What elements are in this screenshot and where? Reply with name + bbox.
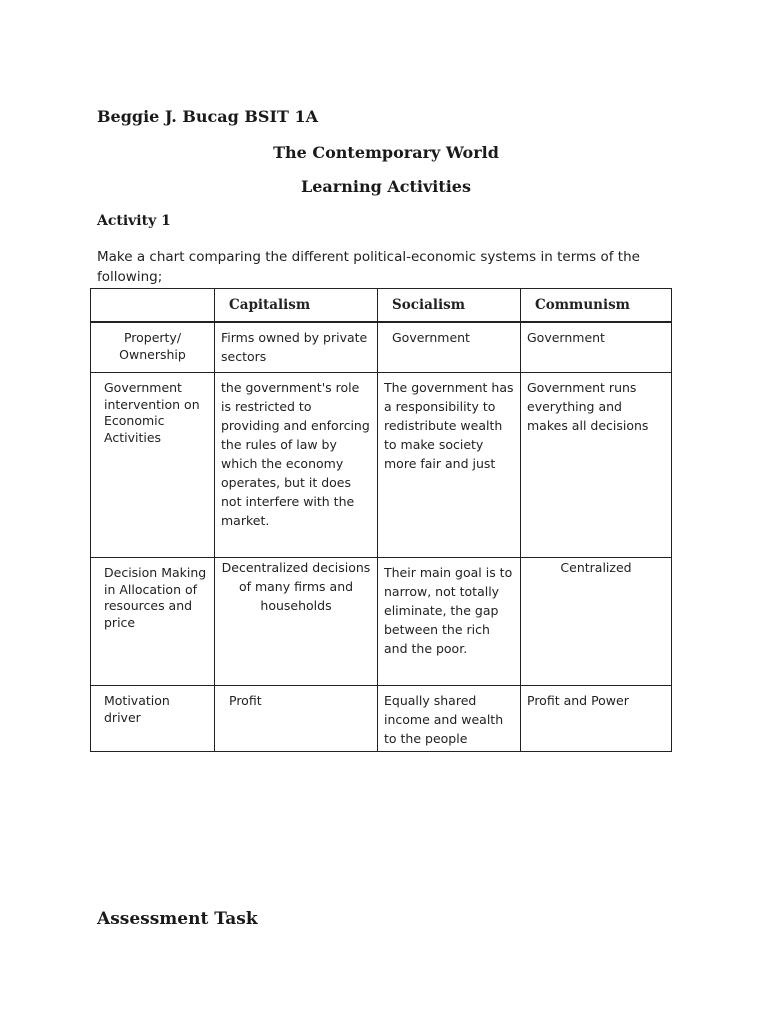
document-title: The Contemporary World (273, 143, 499, 162)
row-label-cell: Motivation driver (91, 686, 215, 752)
table-row-property (91, 322, 672, 373)
document-subtitle: Learning Activities (301, 177, 471, 196)
header-cell-communism: Communism (521, 289, 672, 323)
socialism-cell: Their main goal is to narrow, not totally eliminate, the gap between the rich and the poor. (378, 558, 521, 686)
communism-cell: Government (521, 322, 672, 373)
comparison-table (90, 288, 672, 752)
activity-instructions: Make a chart comparing the different political-economic systems in terms of the following; (97, 249, 640, 285)
communism-cell: Government runs everything and makes all decisions (521, 373, 672, 558)
assessment-heading: Assessment Task (97, 909, 258, 929)
header-cell-capitalism: Capitalism (215, 289, 378, 323)
activity-heading: Activity 1 (97, 213, 171, 229)
table-header-row (91, 289, 672, 323)
table-row-decision-making (91, 558, 672, 686)
socialism-cell: Government (378, 322, 521, 373)
capitalism-cell: the government's role is restricted to providing and enforcing the rules of law by which the economy operates, but it does not interfere with the market. (215, 373, 378, 558)
communism-cell: Profit and Power (521, 686, 672, 752)
communism-cell: Centralized (521, 558, 672, 686)
header-cell-empty (91, 289, 215, 323)
socialism-cell: Equally shared income and wealth to the people (378, 686, 521, 752)
capitalism-cell: Firms owned by private sectors (215, 322, 378, 373)
row-label-cell: Government intervention on Economic Activities (91, 373, 215, 558)
header-cell-socialism: Socialism (378, 289, 521, 323)
author-line: Beggie J. Bucag BSIT 1A (97, 107, 318, 126)
table-row-motivation (91, 686, 672, 752)
table-row-intervention (91, 373, 672, 558)
socialism-cell: The government has a responsibility to redistribute wealth to make society more fair and just (378, 373, 521, 558)
row-label-cell: Property/ Ownership (91, 322, 215, 373)
row-label-cell: Decision Making in Allocation of resources and price (91, 558, 215, 686)
capitalism-cell: Profit (215, 686, 378, 752)
capitalism-cell: Decentralized decisions of many firms and households (215, 558, 378, 686)
